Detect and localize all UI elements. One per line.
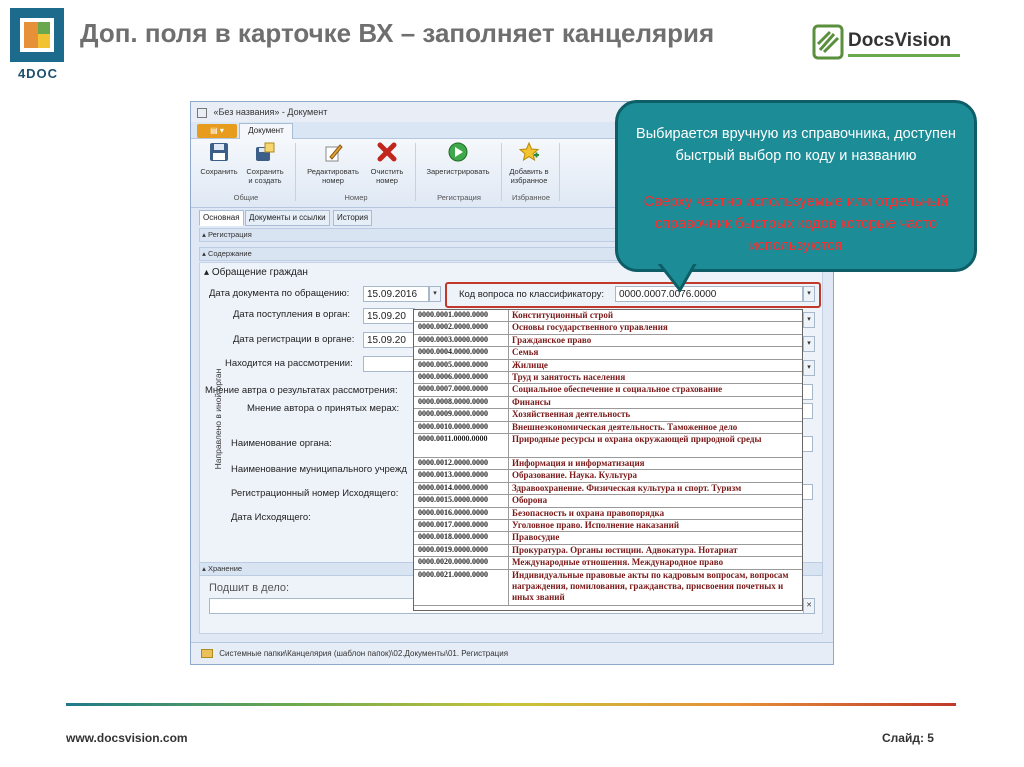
column-divider: [508, 360, 509, 371]
classifier-code: 0000.0017.0000.0000: [418, 520, 488, 529]
column-divider: [508, 310, 509, 321]
classifier-name: Оборона: [512, 495, 548, 506]
classifier-code: 0000.0021.0000.0000: [418, 569, 488, 579]
column-divider: [508, 545, 509, 556]
ribbon-separator: [295, 143, 296, 201]
reg-date-field[interactable]: 15.09.20: [363, 332, 415, 348]
column-divider: [508, 335, 509, 346]
under-review-label: Находится на рассмотрении:: [225, 358, 353, 369]
column-divider: [508, 409, 509, 420]
column-divider: [508, 557, 509, 568]
brand-underline: [848, 54, 960, 57]
doc-date-label: Дата документа по обращению:: [209, 288, 350, 299]
callout-bubble: [615, 100, 977, 272]
column-divider: [508, 397, 509, 408]
classifier-name: Семья: [512, 347, 539, 358]
author-opinion-label: Мнение автра о результатах рассмотрения:: [205, 385, 398, 396]
classifier-row[interactable]: [414, 434, 802, 458]
classifier-code: 0000.0016.0000.0000: [418, 507, 488, 517]
column-divider: [508, 372, 509, 383]
column-divider: [508, 495, 509, 506]
clear-file-button[interactable]: ✕: [803, 598, 815, 614]
classifier-name: Международные отношения. Международное право: [512, 557, 724, 568]
outgoing-number-label: Регистрационный номер Исходящего:: [231, 488, 399, 499]
classifier-row[interactable]: [414, 384, 802, 396]
chevron-up-icon: ▴: [204, 267, 212, 278]
classifier-row[interactable]: [414, 335, 802, 347]
classifier-name: Природные ресурсы и охрана окружающей природной среды: [512, 434, 762, 444]
tab-document[interactable]: Документ: [239, 123, 293, 139]
municipal-org-label: Наименование муниципального учрежд: [231, 464, 407, 475]
classifier-row[interactable]: [414, 495, 802, 507]
received-date-field[interactable]: 15.09.20: [363, 308, 415, 324]
docsvision-logo: [812, 22, 962, 62]
classifier-code: 0000.0020.0000.0000: [418, 557, 488, 567]
classifier-row[interactable]: [414, 310, 802, 322]
callout-red-text: Сверху частно используемые или отдельный справочник быстрых кодов которые часто используются: [643, 194, 949, 254]
docsvision-logo-icon: [812, 24, 844, 60]
ribbon-group-favorites: Избранное: [511, 193, 550, 202]
classifier-name: Гражданское право: [512, 334, 592, 345]
footer-divider: [66, 703, 956, 706]
tab-history[interactable]: История: [333, 210, 372, 226]
save-and-create-icon: [254, 141, 276, 163]
classifier-name: Внешнеэкономическая деятельность. Таможенное дело: [512, 421, 738, 432]
column-divider: [508, 458, 509, 469]
classifier-name: Индивидуальные правовые акты по кадровым вопросам, вопросам награждения, помилования, гражданства, присвоения почетных и иных званий: [512, 569, 789, 602]
field-dropdown[interactable]: ▾: [803, 312, 815, 328]
star-plus-icon: [518, 141, 540, 163]
classifier-row[interactable]: [414, 360, 802, 372]
save-button[interactable]: Сохранить: [199, 141, 239, 176]
under-review-field[interactable]: [363, 356, 415, 372]
classifier-code-dropdown[interactable]: ▾: [803, 286, 815, 302]
classifier-code: 0000.0002.0000.0000: [418, 322, 488, 332]
classifier-name: Безопасность и охрана правопорядка: [512, 507, 665, 518]
classifier-code: 0000.0018.0000.0000: [418, 532, 488, 542]
doc-date-dropdown[interactable]: ▾: [429, 286, 441, 302]
callout-white-text: Выбирается вручную из справочника, доступен быстрый выбор по коду и названию: [636, 126, 956, 164]
classifier-code: 0000.0015.0000.0000: [418, 495, 488, 505]
add-to-favorites-button[interactable]: Добавить в избранное: [505, 141, 553, 185]
classifier-row[interactable]: [414, 508, 802, 520]
classifier-row[interactable]: [414, 532, 802, 544]
tab-documents-links[interactable]: Документы и ссылки: [245, 210, 330, 226]
section-registration[interactable]: ▴ Регистрация: [199, 228, 823, 242]
file-label: Подшит в дело:: [209, 582, 290, 594]
classifier-code: 0000.0007.0000.0000: [418, 384, 488, 394]
app-menu-button[interactable]: ▤ ▾: [197, 124, 237, 138]
chevron-up-icon: ▴: [200, 230, 208, 239]
section-storage[interactable]: ▴ Хранение: [199, 562, 823, 576]
classifier-row[interactable]: [414, 545, 802, 557]
field-dropdown[interactable]: ▾: [803, 360, 815, 376]
classifier-code: 0000.0003.0000.0000: [418, 334, 488, 344]
classifier-row[interactable]: [414, 409, 802, 421]
window-icon: [197, 108, 207, 118]
window-title: «Без названия» - Документ: [213, 107, 328, 117]
red-cross-icon: [376, 141, 398, 163]
edit-pencil-icon: [322, 141, 344, 163]
received-date-label: Дата поступления в орган:: [233, 309, 351, 320]
classifier-row[interactable]: [414, 458, 802, 470]
classifier-list: [413, 309, 803, 611]
folder-icon: [201, 649, 213, 658]
column-divider: [508, 483, 509, 494]
classifier-row[interactable]: [414, 347, 802, 359]
callout-pointer: [652, 262, 712, 292]
classifier-code: 0000.0006.0000.0000: [418, 372, 488, 381]
classifier-name: Уголовное право. Исполнение наказаний: [512, 520, 680, 530]
column-divider: [508, 570, 509, 605]
classifier-code: 0000.0012.0000.0000: [418, 458, 488, 467]
classifier-name: Социальное обеспечение и социальное страхование: [512, 384, 723, 395]
column-divider: [508, 434, 509, 457]
slide-number: Слайд: 5: [882, 731, 934, 745]
classifier-row[interactable]: [414, 570, 802, 606]
classifier-code: 0000.0019.0000.0000: [418, 544, 488, 554]
ribbon-group-registration: Регистрация: [437, 193, 481, 202]
column-divider: [508, 470, 509, 481]
column-divider: [508, 508, 509, 519]
clear-number-button[interactable]: Очистить номер: [365, 141, 409, 185]
org-name-label: Наименование органа:: [231, 438, 332, 449]
outgoing-date-label: Дата Исходящего:: [231, 512, 311, 523]
classifier-code: 0000.0005.0000.0000: [418, 359, 488, 369]
classifier-name: Прокуратура. Органы юстиции. Адвокатура. Нотариат: [512, 544, 738, 555]
classifier-code: 0000.0001.0000.0000: [418, 310, 488, 319]
4doc-logo: [10, 8, 66, 81]
column-divider: [508, 322, 509, 333]
classifier-code-label: Код вопроса по классификатору:: [459, 289, 605, 300]
classifier-code: 0000.0013.0000.0000: [418, 470, 488, 480]
classifier-code: 0000.0011.0000.0000: [418, 434, 488, 443]
classifier-name: Здравоохранение. Физическая культура и спорт. Туризм: [512, 482, 742, 493]
footer-url[interactable]: www.docsvision.com: [66, 731, 188, 745]
status-bar: [191, 642, 833, 664]
classifier-name: Правосудие: [512, 532, 560, 543]
sent-to-other-org-label: Направлено в иной орган: [213, 368, 223, 470]
ribbon-separator: [415, 143, 416, 201]
column-divider: [508, 520, 509, 531]
classifier-code: 0000.0014.0000.0000: [418, 482, 488, 492]
classifier-row[interactable]: [414, 322, 802, 334]
classifier-name: Основы государственного управления: [512, 322, 668, 333]
slide-title: Доп. поля в карточке ВХ – заполняет канцелярия: [80, 18, 715, 48]
classifier-name: Информация и информатизация: [512, 458, 645, 468]
logo-text: 4DOC: [17, 66, 59, 81]
classifier-row[interactable]: [414, 470, 802, 482]
floppy-disk-icon: [208, 141, 230, 163]
classifier-code: 0000.0010.0000.0000: [418, 421, 488, 431]
classifier-code-field[interactable]: 0000.0007.0076.0000: [615, 286, 803, 302]
ribbon-group-general: Общие: [233, 193, 259, 202]
classifier-row[interactable]: [414, 372, 802, 384]
classifier-name: Конституционный строй: [512, 310, 614, 320]
author-measures-label: Мнение автора о принятых мерах:: [247, 403, 400, 414]
classifier-code: 0000.0009.0000.0000: [418, 409, 488, 419]
column-divider: [508, 384, 509, 395]
classifier-row[interactable]: [414, 520, 802, 532]
classifier-row[interactable]: [414, 397, 802, 409]
classifier-name: Труд и занятость населения: [512, 372, 626, 382]
column-divider: [508, 422, 509, 433]
section-content[interactable]: ▴ Содержание: [199, 247, 823, 261]
chevron-up-icon: ▴: [200, 564, 208, 573]
ribbon-separator: [501, 143, 502, 201]
classifier-name: Финансы: [512, 396, 551, 407]
field-dropdown[interactable]: ▾: [803, 336, 815, 352]
edit-number-button[interactable]: Редактировать номер: [303, 141, 363, 185]
brand-name: DocsVision: [848, 30, 952, 51]
classifier-row[interactable]: [414, 557, 802, 569]
ribbon-group-number: Номер: [344, 193, 368, 202]
folder-path[interactable]: Системные папки\Канцелярия (шаблон папок)\02.Документы\01. Регистрация: [219, 649, 509, 658]
doc-date-field[interactable]: 15.09.2016: [363, 286, 429, 302]
classifier-name: Жилище: [512, 359, 548, 370]
classifier-row[interactable]: [414, 422, 802, 434]
classifier-code: 0000.0008.0000.0000: [418, 396, 488, 406]
classifier-name: Хозяйственная деятельность: [512, 409, 631, 420]
reg-date-label: Дата регистрации в органе:: [233, 334, 355, 345]
section-appeal-header[interactable]: ▴ Обращение граждан: [204, 267, 308, 278]
tab-main[interactable]: Основная: [199, 210, 244, 226]
register-button[interactable]: Зарегистрировать: [421, 141, 495, 176]
classifier-name: Образование. Наука. Культура: [512, 470, 638, 481]
classifier-code: 0000.0004.0000.0000: [418, 347, 488, 357]
column-divider: [508, 532, 509, 543]
chevron-up-icon: ▴: [200, 249, 208, 258]
column-divider: [508, 347, 509, 358]
ribbon-separator: [559, 143, 560, 201]
save-and-create-button[interactable]: Сохранить и создать: [243, 141, 287, 185]
classifier-row[interactable]: [414, 483, 802, 495]
play-circle-icon: [447, 141, 469, 163]
